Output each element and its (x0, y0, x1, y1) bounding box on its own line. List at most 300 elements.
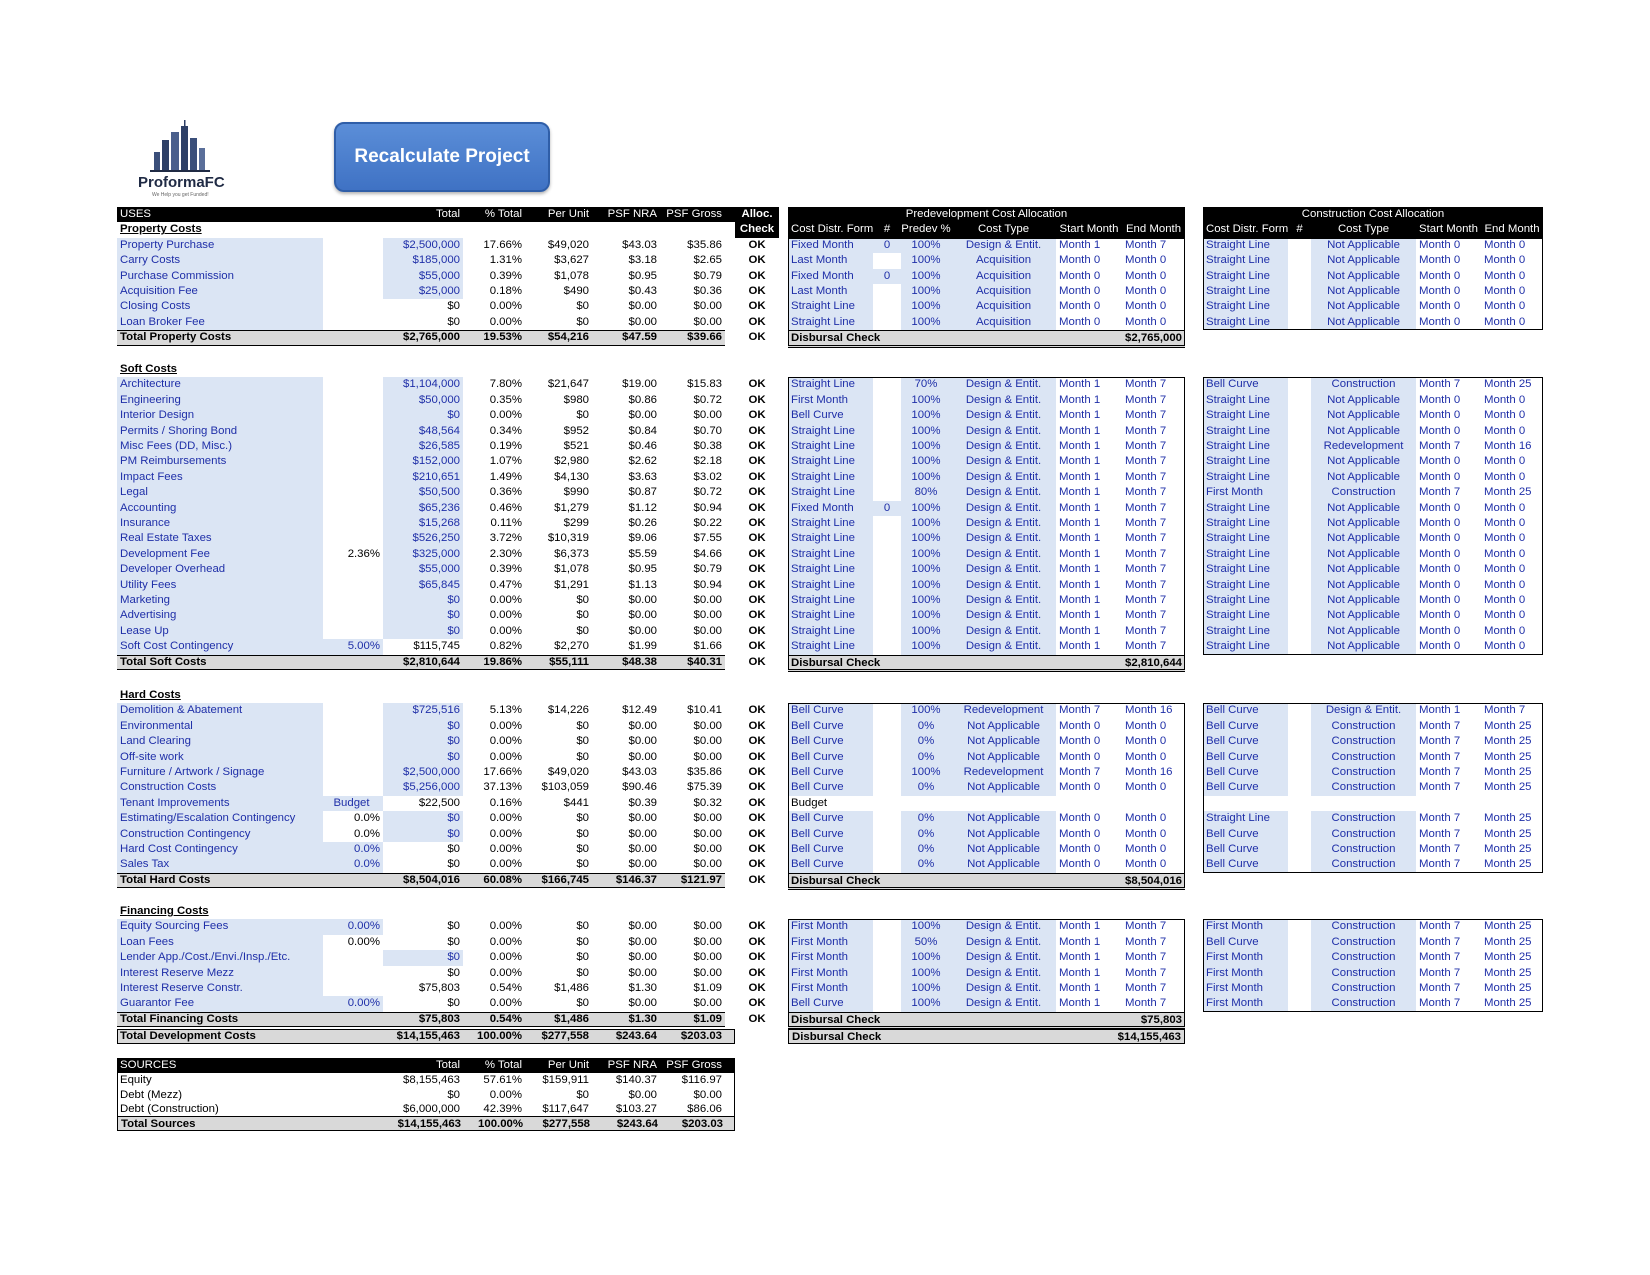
cost-item-name[interactable]: Accounting (117, 501, 323, 516)
predev-type[interactable]: Acquisition (951, 269, 1056, 284)
cost-item-total[interactable]: $325,000 (383, 547, 463, 562)
predev-dist[interactable]: Straight Line (788, 470, 873, 485)
constr-type[interactable]: Design & Entit. (1311, 703, 1416, 718)
constr-start: Month 7 (1419, 378, 1461, 391)
constr-end: Month 0 (1484, 269, 1526, 282)
cost-item-total[interactable]: $5,256,000 (383, 780, 463, 795)
predev-num[interactable]: 0 (873, 238, 901, 253)
cost-item-name[interactable]: Purchase Commission (117, 269, 323, 284)
cost-item-total[interactable]: $210,651 (383, 470, 463, 485)
cost-item-name[interactable]: Architecture (117, 377, 323, 392)
predev-pct[interactable]: 0% (901, 719, 951, 734)
predev-end: Month 0 (1125, 269, 1167, 282)
predev-type[interactable]: Not Applicable (951, 857, 1056, 872)
predev-pct[interactable]: 0% (901, 750, 951, 765)
constr-dist[interactable]: Bell Curve (1203, 377, 1288, 392)
constr-dist[interactable]: Straight Line (1203, 470, 1288, 485)
constr-type[interactable]: Not Applicable (1311, 608, 1416, 623)
cost-item-per-unit: $299 (563, 517, 589, 529)
cost-item-name[interactable]: Sales Tax (117, 857, 323, 872)
predev-pct[interactable]: 100% (901, 966, 951, 981)
predev-dist[interactable]: Straight Line (788, 639, 873, 654)
predev-dist[interactable]: Fixed Month (788, 269, 873, 284)
constr-type[interactable]: Not Applicable (1311, 639, 1416, 654)
predev-pct[interactable]: 100% (901, 424, 951, 439)
constr-dist[interactable]: Straight Line (1203, 501, 1288, 516)
predev-pct[interactable]: 100% (901, 501, 951, 516)
predev-dist[interactable]: Bell Curve (788, 765, 873, 780)
predev-pct[interactable]: 0% (901, 857, 951, 872)
constr-dist[interactable]: Bell Curve (1203, 935, 1288, 950)
cost-item-name[interactable]: Interior Design (117, 408, 323, 423)
predev-type[interactable]: Design & Entit. (951, 377, 1056, 392)
predev-pct[interactable]: 100% (901, 703, 951, 718)
predev-dist[interactable]: Straight Line (788, 531, 873, 546)
constr-dist[interactable]: Straight Line (1203, 299, 1288, 314)
cost-item-extra[interactable]: 5.00% (323, 639, 383, 654)
predev-type[interactable]: Design & Entit. (951, 424, 1056, 439)
cost-item-name[interactable]: Insurance (117, 516, 323, 531)
cost-item-extra[interactable]: 0.0% (323, 857, 383, 872)
constr-dist[interactable]: Bell Curve (1203, 827, 1288, 842)
cost-item-extra[interactable]: 0.0% (323, 842, 383, 857)
cost-item-pct: 0.39% (489, 269, 522, 282)
cost-item-name[interactable]: Off-site work (117, 750, 323, 765)
constr-dist[interactable]: Bell Curve (1203, 857, 1288, 872)
predev-type[interactable]: Acquisition (951, 315, 1056, 330)
cost-item-pct: 0.19% (489, 440, 522, 452)
cost-item-total[interactable]: $26,585 (383, 439, 463, 454)
predev-end: Month 7 (1125, 501, 1167, 514)
predev-type[interactable]: Acquisition (951, 284, 1056, 299)
cost-item-total[interactable]: $0 (383, 624, 463, 639)
predev-type[interactable]: Not Applicable (951, 734, 1056, 749)
cost-item-total[interactable]: $2,500,000 (383, 765, 463, 780)
predev-dist[interactable]: First Month (788, 981, 873, 996)
constr-dist[interactable]: Bell Curve (1203, 842, 1288, 857)
predev-dist[interactable]: Straight Line (788, 377, 873, 392)
predev-dist[interactable]: Straight Line (788, 624, 873, 639)
predev-type[interactable]: Design & Entit. (951, 966, 1056, 981)
predev-pct[interactable]: 100% (901, 253, 951, 268)
cost-item-total[interactable]: $0 (383, 593, 463, 608)
cost-item-per-unit: $0 (576, 735, 589, 748)
cost-item-total[interactable]: $48,564 (383, 424, 463, 439)
constr-dist[interactable]: First Month (1203, 919, 1288, 934)
predev-pct[interactable]: 0% (901, 842, 951, 857)
constr-dist[interactable]: Straight Line (1203, 393, 1288, 408)
predev-type[interactable]: Design & Entit. (951, 996, 1056, 1011)
constr-dist[interactable]: Straight Line (1203, 531, 1288, 546)
constr-type[interactable]: Not Applicable (1311, 408, 1416, 423)
predev-dist[interactable]: Bell Curve (788, 703, 873, 718)
constr-dist[interactable]: First Month (1203, 996, 1288, 1011)
predev-pct[interactable]: 100% (901, 284, 951, 299)
cost-item-name[interactable]: Interest Reserve Constr. (117, 981, 323, 996)
constr-type[interactable]: Not Applicable (1311, 238, 1416, 253)
cost-item-name[interactable]: Estimating/Escalation Contingency (117, 811, 323, 826)
predev-num[interactable]: 0 (873, 269, 901, 284)
predev-pct[interactable]: 100% (901, 470, 951, 485)
predev-dist[interactable]: Bell Curve (788, 811, 873, 826)
predev-dist[interactable]: Straight Line (788, 424, 873, 439)
predev-dist[interactable]: Straight Line (788, 562, 873, 577)
constr-type[interactable]: Not Applicable (1311, 253, 1416, 268)
constr-type[interactable]: Construction (1311, 950, 1416, 965)
predev-dist[interactable]: Bell Curve (788, 842, 873, 857)
predev-pct[interactable]: 0% (901, 811, 951, 826)
constr-dist[interactable]: Bell Curve (1203, 703, 1288, 718)
predev-pct[interactable]: 100% (901, 639, 951, 654)
predev-type[interactable]: Design & Entit. (951, 531, 1056, 546)
predev-type[interactable]: Design & Entit. (951, 624, 1056, 639)
cost-item-name[interactable]: Acquisition Fee (117, 284, 323, 299)
predev-type[interactable]: Design & Entit. (951, 470, 1056, 485)
predev-pct[interactable]: 100% (901, 299, 951, 314)
predev-dist[interactable]: Bell Curve (788, 408, 873, 423)
predev-dist[interactable]: Straight Line (788, 608, 873, 623)
cost-item-name[interactable]: Interest Reserve Mezz (117, 966, 323, 981)
constr-type[interactable]: Not Applicable (1311, 624, 1416, 639)
constr-type[interactable]: Redevelopment (1311, 439, 1416, 454)
predev-pct[interactable]: 100% (901, 238, 951, 253)
predev-pct[interactable]: 100% (901, 454, 951, 469)
predev-type[interactable]: Acquisition (951, 299, 1056, 314)
constr-type[interactable]: Construction (1311, 377, 1416, 392)
predev-pct[interactable]: 100% (901, 593, 951, 608)
predev-pct[interactable]: 0% (901, 734, 951, 749)
predev-dist[interactable]: First Month (788, 935, 873, 950)
constr-type[interactable]: Not Applicable (1311, 284, 1416, 299)
cost-item-name[interactable]: Closing Costs (117, 299, 323, 314)
cost-item-name[interactable]: Demolition & Abatement (117, 703, 323, 718)
cost-item-extra[interactable]: 2.36% (347, 547, 380, 560)
source-name: Debt (Construction) (120, 1102, 219, 1115)
constr-type[interactable]: Construction (1311, 842, 1416, 857)
constr-type[interactable]: Not Applicable (1311, 593, 1416, 608)
predev-type[interactable]: Design & Entit. (951, 593, 1056, 608)
predev-pct[interactable]: 100% (901, 996, 951, 1011)
constr-dist[interactable]: Bell Curve (1203, 734, 1288, 749)
cost-item-name[interactable]: Loan Fees (117, 935, 323, 950)
predev-pct[interactable]: 100% (901, 624, 951, 639)
predev-dist[interactable]: Straight Line (788, 299, 873, 314)
cost-item-total[interactable]: $526,250 (383, 531, 463, 546)
recalculate-project-button[interactable]: Recalculate Project (334, 122, 550, 192)
section-total-label: Total Soft Costs (120, 655, 207, 668)
constr-dist[interactable]: Straight Line (1203, 608, 1288, 623)
cost-item-name[interactable]: Developer Overhead (117, 562, 323, 577)
cost-item-total[interactable]: $0 (383, 734, 463, 749)
predev-pct[interactable]: 100% (901, 315, 951, 330)
constr-dist[interactable]: Straight Line (1203, 639, 1288, 654)
constr-start: Month 7 (1419, 997, 1461, 1010)
cost-item-name[interactable]: Impact Fees (117, 470, 323, 485)
predev-type[interactable]: Design & Entit. (951, 547, 1056, 562)
cost-item-total[interactable]: $55,000 (383, 269, 463, 284)
predev-type[interactable]: Redevelopment (951, 703, 1056, 718)
predev-dist[interactable]: Straight Line (788, 578, 873, 593)
cost-item-name[interactable]: Lender App./Cost./Envi./Insp./Etc. (117, 950, 323, 965)
predev-pct[interactable]: 80% (901, 485, 951, 500)
cost-item-extra[interactable]: Budget (323, 796, 383, 811)
cost-item-total[interactable]: $1,104,000 (383, 377, 463, 392)
predev-type[interactable]: Design & Entit. (951, 935, 1056, 950)
predev-dist[interactable]: Fixed Month (788, 238, 873, 253)
cost-item-name[interactable]: Misc Fees (DD, Misc.) (117, 439, 323, 454)
constr-start: Month 7 (1419, 440, 1461, 452)
constr-dist[interactable]: First Month (1203, 485, 1288, 500)
cost-item-name[interactable]: Lease Up (117, 624, 323, 639)
predev-type[interactable]: Acquisition (951, 253, 1056, 268)
predev-dist[interactable]: Bell Curve (788, 734, 873, 749)
constr-type[interactable]: Not Applicable (1311, 269, 1416, 284)
predev-type[interactable]: Redevelopment (951, 765, 1056, 780)
predev-dist[interactable]: Bell Curve (788, 857, 873, 872)
predev-dist[interactable]: First Month (788, 393, 873, 408)
constr-type[interactable]: Not Applicable (1311, 424, 1416, 439)
cost-item-name[interactable]: Hard Cost Contingency (117, 842, 323, 857)
cost-item-total[interactable]: $0 (383, 719, 463, 734)
predev-dist[interactable]: Last Month (788, 253, 873, 268)
predev-type[interactable]: Design & Entit. (951, 639, 1056, 654)
constr-type[interactable]: Construction (1311, 734, 1416, 749)
predev-type[interactable]: Not Applicable (951, 780, 1056, 795)
cost-item-name[interactable]: Legal (117, 485, 323, 500)
constr-type[interactable]: Construction (1311, 981, 1416, 996)
predev-dist[interactable]: Straight Line (788, 315, 873, 330)
predev-dist[interactable]: Bell Curve (788, 719, 873, 734)
predev-type[interactable]: Design & Entit. (951, 408, 1056, 423)
cost-item-name[interactable]: Property Purchase (117, 238, 323, 253)
constr-dist[interactable]: First Month (1203, 966, 1288, 981)
predev-pct[interactable]: 100% (901, 562, 951, 577)
predev-start: Month 1 (1059, 578, 1101, 591)
constr-dist[interactable]: Straight Line (1203, 408, 1288, 423)
predev-dist[interactable]: Straight Line (788, 485, 873, 500)
constr-type[interactable]: Not Applicable (1311, 315, 1416, 330)
cost-item-total[interactable]: $25,000 (383, 284, 463, 299)
constr-type[interactable]: Construction (1311, 857, 1416, 872)
constr-dist[interactable]: Straight Line (1203, 624, 1288, 639)
predev-dist[interactable]: First Month (788, 919, 873, 934)
cost-item-name[interactable]: PM Reimbursements (117, 454, 323, 469)
predev-type[interactable]: Design & Entit. (951, 393, 1056, 408)
predev-pct[interactable]: 50% (901, 935, 951, 950)
predev-pct[interactable]: 70% (901, 377, 951, 392)
cost-item-extra[interactable]: 0.00% (323, 919, 383, 934)
cost-item-name[interactable]: Construction Costs (117, 780, 323, 795)
cost-item-name[interactable]: Furniture / Artwork / Signage (117, 765, 323, 780)
cost-item-total[interactable]: $50,500 (383, 485, 463, 500)
constr-type[interactable]: Not Applicable (1311, 501, 1416, 516)
cost-item-name[interactable]: Utility Fees (117, 578, 323, 593)
cost-item-name[interactable]: Guarantor Fee (117, 996, 323, 1011)
constr-type[interactable]: Not Applicable (1311, 562, 1416, 577)
cost-item-total[interactable]: $185,000 (383, 253, 463, 268)
constr-type[interactable]: Not Applicable (1311, 547, 1416, 562)
constr-dist[interactable]: Straight Line (1203, 253, 1288, 268)
cost-item-name[interactable]: Development Fee (117, 547, 323, 562)
constr-type[interactable]: Construction (1311, 750, 1416, 765)
constr-type[interactable]: Construction (1311, 765, 1416, 780)
constr-type[interactable]: Not Applicable (1311, 470, 1416, 485)
cost-item-name[interactable]: Land Clearing (117, 734, 323, 749)
constr-dist[interactable]: Straight Line (1203, 315, 1288, 330)
cost-item-total[interactable]: $152,000 (383, 454, 463, 469)
predev-dist[interactable]: Straight Line (788, 516, 873, 531)
predev-pct[interactable]: 100% (901, 765, 951, 780)
constr-dist[interactable]: Straight Line (1203, 439, 1288, 454)
constr-type[interactable]: Not Applicable (1311, 454, 1416, 469)
predev-dist[interactable]: Straight Line (788, 454, 873, 469)
predev-type[interactable]: Design & Entit. (951, 950, 1056, 965)
constr-type[interactable]: Construction (1311, 996, 1416, 1011)
cost-item-total[interactable]: $0 (383, 950, 463, 965)
predev-type[interactable]: Design & Entit. (951, 238, 1056, 253)
cost-item-total[interactable]: $725,516 (383, 703, 463, 718)
cost-item-name[interactable]: Advertising (117, 608, 323, 623)
predev-type[interactable]: Design & Entit. (951, 516, 1056, 531)
cost-item-extra[interactable]: 0.00% (347, 935, 380, 948)
cost-item-total[interactable]: $2,500,000 (383, 238, 463, 253)
predev-type[interactable]: Not Applicable (951, 719, 1056, 734)
constr-dist[interactable]: Straight Line (1203, 811, 1288, 826)
predev-dist[interactable]: First Month (788, 966, 873, 981)
constr-type[interactable]: Construction (1311, 811, 1416, 826)
constr-dist[interactable]: Bell Curve (1203, 780, 1288, 795)
predev-num[interactable]: 0 (873, 501, 901, 516)
constr-type[interactable]: Construction (1311, 966, 1416, 981)
constr-type[interactable]: Not Applicable (1311, 531, 1416, 546)
constr-type[interactable]: Construction (1311, 485, 1416, 500)
constr-type[interactable]: Not Applicable (1311, 299, 1416, 314)
predev-pct[interactable]: 100% (901, 547, 951, 562)
predev-type[interactable]: Design & Entit. (951, 981, 1056, 996)
cost-item-total[interactable]: $0 (383, 750, 463, 765)
predev-pct[interactable]: 0% (901, 780, 951, 795)
predev-type[interactable]: Not Applicable (951, 827, 1056, 842)
predev-dist[interactable]: Budget (791, 796, 828, 809)
predev-dist[interactable]: Last Month (788, 284, 873, 299)
constr-dist[interactable]: Straight Line (1203, 454, 1288, 469)
cost-item-total[interactable]: $0 (383, 608, 463, 623)
predev-dist[interactable]: Straight Line (788, 593, 873, 608)
constr-type[interactable]: Construction (1311, 827, 1416, 842)
predev-dist[interactable]: Bell Curve (788, 780, 873, 795)
predev-type[interactable]: Design & Entit. (951, 501, 1056, 516)
alloc-check: OK (748, 238, 766, 251)
constr-dist[interactable]: Straight Line (1203, 578, 1288, 593)
predev-dist[interactable]: Straight Line (788, 439, 873, 454)
cost-item-name[interactable]: Construction Contingency (117, 827, 323, 842)
predev-type[interactable]: Not Applicable (951, 811, 1056, 826)
predev-type[interactable]: Not Applicable (951, 750, 1056, 765)
cost-item-total[interactable]: $0 (383, 408, 463, 423)
predev-pct[interactable]: 100% (901, 981, 951, 996)
predev-type[interactable]: Design & Entit. (951, 439, 1056, 454)
constr-dist[interactable]: Straight Line (1203, 593, 1288, 608)
constr-type[interactable]: Construction (1311, 780, 1416, 795)
cost-item-name[interactable]: Soft Cost Contingency (117, 639, 323, 654)
predev-pct[interactable]: 100% (901, 531, 951, 546)
predev-type[interactable]: Design & Entit. (951, 562, 1056, 577)
constr-dist[interactable]: Bell Curve (1203, 765, 1288, 780)
predev-pct[interactable]: 100% (901, 408, 951, 423)
predev-pct[interactable]: 0% (901, 827, 951, 842)
constr-end: Month 25 (1484, 486, 1532, 499)
cost-item-extra[interactable]: 0.0% (354, 812, 380, 825)
predev-type[interactable]: Design & Entit. (951, 485, 1056, 500)
predev-type[interactable]: Design & Entit. (951, 578, 1056, 593)
predev-pct[interactable]: 100% (901, 516, 951, 531)
cost-item-total[interactable]: $65,845 (383, 578, 463, 593)
constr-dist[interactable]: First Month (1203, 981, 1288, 996)
predev-pct[interactable]: 100% (901, 393, 951, 408)
constr-dist[interactable]: Straight Line (1203, 424, 1288, 439)
predev-dist[interactable]: Bell Curve (788, 996, 873, 1011)
constr-dist[interactable]: Straight Line (1203, 547, 1288, 562)
cost-item-name[interactable]: Engineering (117, 393, 323, 408)
constr-dist[interactable]: Bell Curve (1203, 750, 1288, 765)
predev-type[interactable]: Design & Entit. (951, 608, 1056, 623)
predev-pct[interactable]: 100% (901, 439, 951, 454)
constr-dist[interactable]: Bell Curve (1203, 719, 1288, 734)
constr-dist[interactable]: Straight Line (1203, 269, 1288, 284)
cost-item-name[interactable]: Marketing (117, 593, 323, 608)
predev-type[interactable]: Not Applicable (951, 842, 1056, 857)
cost-item-extra[interactable]: 0.00% (323, 996, 383, 1011)
cost-item-name[interactable]: Tenant Improvements (117, 796, 323, 811)
predev-type[interactable]: Design & Entit. (951, 919, 1056, 934)
cost-item-name[interactable]: Equity Sourcing Fees (117, 919, 323, 934)
predev-dist[interactable]: First Month (788, 950, 873, 965)
predev-pct[interactable]: 100% (901, 578, 951, 593)
constr-dist[interactable]: Straight Line (1203, 516, 1288, 531)
constr-type[interactable]: Not Applicable (1311, 516, 1416, 531)
cost-item-name[interactable]: Permits / Shoring Bond (117, 424, 323, 439)
cost-item-total[interactable]: $15,268 (383, 516, 463, 531)
constr-type[interactable]: Not Applicable (1311, 578, 1416, 593)
predev-pct[interactable]: 100% (901, 269, 951, 284)
cost-item-name[interactable]: Real Estate Taxes (117, 531, 323, 546)
constr-type[interactable]: Construction (1311, 935, 1416, 950)
cost-item-name[interactable]: Carry Costs (117, 253, 323, 268)
cost-item-total[interactable]: $65,236 (383, 501, 463, 516)
predev-dist[interactable]: Straight Line (788, 547, 873, 562)
predev-type[interactable]: Design & Entit. (951, 454, 1056, 469)
cost-item-name[interactable]: Environmental (117, 719, 323, 734)
section-total-value: $2,810,644 (402, 655, 460, 668)
cost-item-name[interactable]: Loan Broker Fee (117, 315, 323, 330)
constr-dist[interactable]: First Month (1203, 950, 1288, 965)
predev-dist[interactable]: Fixed Month (788, 501, 873, 516)
predev-dist[interactable]: Bell Curve (788, 827, 873, 842)
predev-pct[interactable]: 100% (901, 950, 951, 965)
constr-type[interactable]: Construction (1311, 719, 1416, 734)
cost-item-total[interactable]: $50,000 (383, 393, 463, 408)
constr-type[interactable]: Construction (1311, 919, 1416, 934)
constr-dist[interactable]: Straight Line (1203, 284, 1288, 299)
predev-pct[interactable]: 100% (901, 919, 951, 934)
constr-dist[interactable]: Straight Line (1203, 562, 1288, 577)
predev-dist[interactable]: Bell Curve (788, 750, 873, 765)
constr-dist[interactable]: Straight Line (1203, 238, 1288, 253)
predev-pct[interactable]: 100% (901, 608, 951, 623)
constr-type[interactable]: Not Applicable (1311, 393, 1416, 408)
cost-item-total[interactable]: $55,000 (383, 562, 463, 577)
cost-item-extra[interactable]: 0.0% (354, 827, 380, 840)
